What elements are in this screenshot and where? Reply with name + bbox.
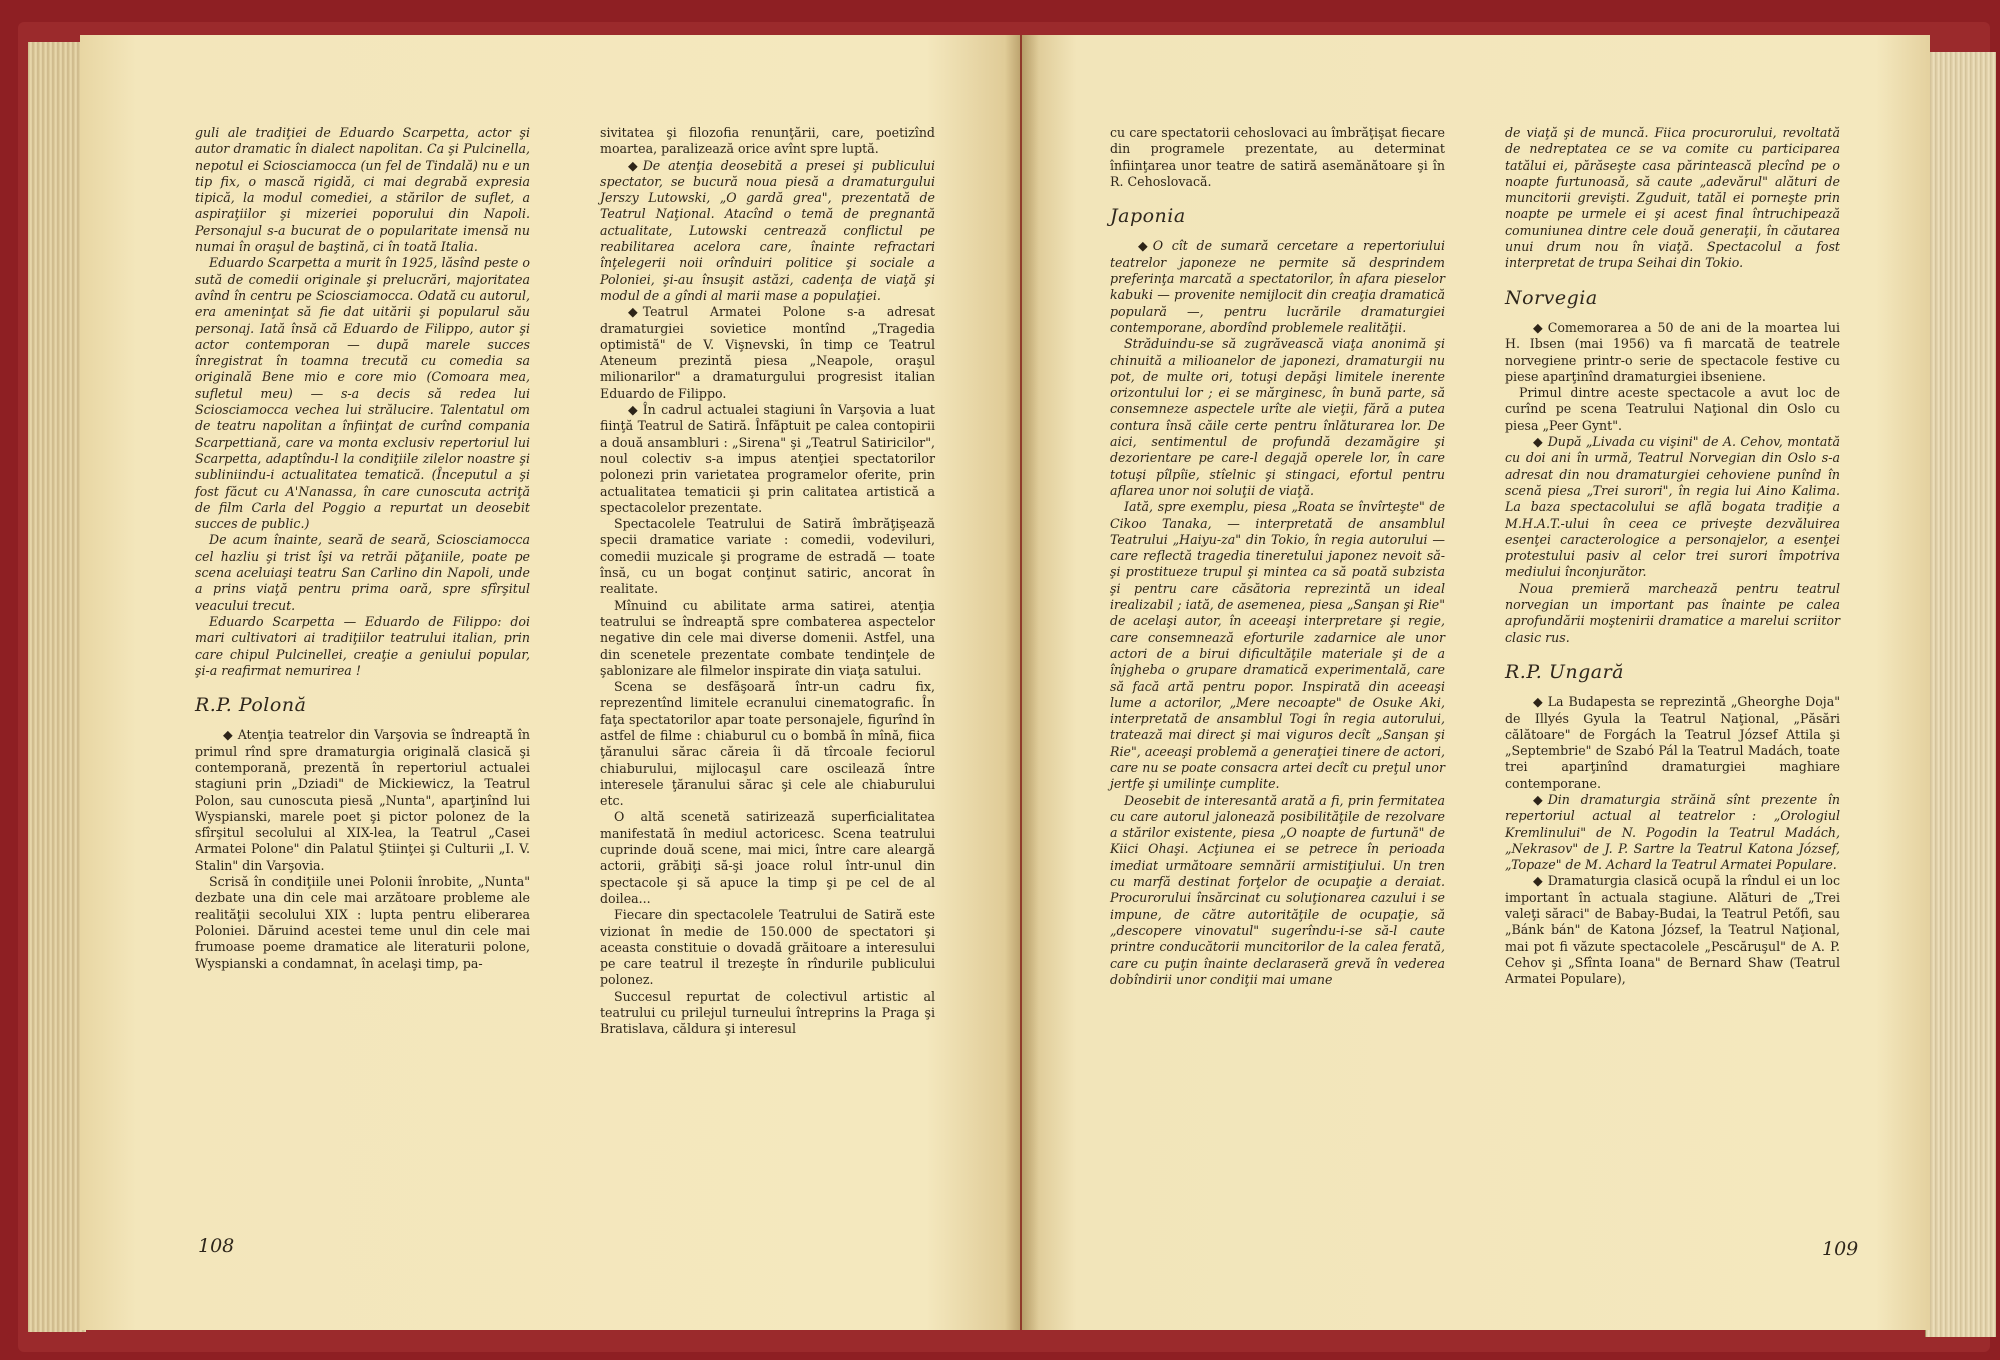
paragraph (600, 158, 935, 305)
paragraph-text: Teatrul Armatei Polone s-a adresat dramaturgiei sovietice montînd „Tragedia optimistă" de V. Vişnevski, în timp ce Teatrul Ateneum prezintă piesa „Neapole, oraşul milionarilor" a dramaturgului progresist italian Eduardo de Filippo. (600, 304, 935, 401)
paragraph-text: De atenţia deosebită a presei şi publicului spectator, se bucură noua piesă a dramaturgului Jerszy Lutowski, „O gardă grea", prezentată de Teatrul Naţional. Atacînd o temă de pregnantă actualitate, Lutowski centrează conflictul pe reabilitarea acelora care, înainte refractari înţelegerii noii orînduiri politice şi sociale a Poloniei, şi-au însuşit astăzi, cadenţa de viaţă şi modul de a gîndi al marii mase a populaţiei. (600, 157, 935, 303)
heading-text: Norvegia (1505, 286, 1598, 309)
diamond-bullet-icon: ◆ (628, 157, 638, 173)
paragraph-text: Primul dintre aceste spectacole a avut loc de curînd pe scena Teatrului Naţional din Oslo cu piesa „Peer Gynt". (1505, 385, 1840, 433)
diamond-bullet-icon: ◆ (628, 304, 638, 320)
paragraph (1505, 385, 1840, 434)
paragraph-text: Noua premieră marchează pentru teatrul norvegian un important pas înainte pe calea aprofundării moştenirii dramatice a marelui scriitor clasic rus. (1505, 580, 1840, 645)
paragraph (1110, 238, 1445, 336)
paragraph (600, 125, 935, 158)
paragraph (195, 532, 530, 613)
paragraph (1110, 499, 1445, 792)
diamond-bullet-icon: ◆ (1533, 434, 1543, 450)
page-number-left: 108 (198, 1235, 235, 1257)
paragraph (195, 614, 530, 679)
paragraph-text: Succesul repurtat de colectivul artistic al teatrului cu prilejul turneului întreprins la Praga şi Bratislava, căldura şi interesul (600, 988, 935, 1037)
paragraph-text: După „Livada cu vişini" de A. Cehov, montată cu doi ani în urmă, Teatrul Norvegian din Oslo s-a adresat din nou dramaturgiei cehoviene punînd în scenă piesa „Trei surori", în regia lui Aino Kalima. La baza spectacolului se află bogata tradiţie a M.H.A.T.-ului în ceea ce priveşte dezvăluirea esenţei caracterologice a personajelor, a esenţei protestului pasiv al celor trei surori împotriva mediului înconjurător. (1505, 434, 1840, 580)
paragraph (1110, 336, 1445, 499)
paragraph-text: În cadrul actualei stagiuni în Varşovia a luat fiinţă Teatrul de Satiră. Înfăptuit pe calea contopirii a două ansambluri : „Sirena" şi „Teatrul Satiricilor", noul colectiv s-a impus atenţiei spectatorilor polonezi prin varietatea programelor oferite, prin actualitatea tematicii şi prin calitatea artistică a spectacolelor prezentate. (600, 402, 935, 515)
diamond-bullet-icon: ◆ (1138, 238, 1148, 254)
paragraph-text: Iată, spre exemplu, piesa „Roata se învîrteşte" de Cikoo Tanaka, — interpretată de ansamblul Teatrului „Haiyu-za" din Tokio, în regia autorului — care reflectă tragedia tineretului japonez nevoit să-şi prostitueze trupul şi mintea ca să poată subzista şi pentru care căsătoria reprezintă un ideal irealizabil ; iată, de asemenea, piesa „Sanşan şi Rie" de acelaşi autor, în aceeaşi interpretare şi regie, care consemnează eforturile zadarnice ale unor actori de a birui dificultăţile materiale şi de a înjgheba o grupare dramatică experimentală, care să facă artă pentru popor. Inspirată din aceeaşi lume a actorilor, „Mere necoapte" de Osuke Aki, interpretată de ansamblul Togi în regia autorului, tratează mai direct şi mai viguros decît „Sanşan şi Rie", aceeaşi problemă a generaţiei tinere de actori, care nu se poate consacra artei decît cu preţul unor jertfe şi umilinţe cumplite. (1110, 499, 1445, 792)
right-page-column-1 (1110, 125, 1445, 988)
paragraph (1505, 320, 1840, 385)
paragraph-text: Scena se desfăşoară într-un cadru fix, reprezentînd limitele ecranului cinematografic. În faţa spectatorilor apar toate personajele, figurînd în astfel de filme : chiaburul cu o bombă în mînă, fiica ţăranului sărac căreia îi dă tîrcoale feciorul chiaburului, mijlocaşul care oscilează între interesele ţăranului sărac şi cele ale chiaburului etc. (600, 679, 935, 809)
paragraph (600, 516, 935, 597)
paragraph-text: Eduardo Scarpetta a murit în 1925, lăsînd peste o sută de comedii originale şi prelucrări, majoritatea avînd în centru pe Sciosciamocca. Odată cu autorul, era ameninţat să fie dat uitării şi popularul său personaj. Iată însă că Eduardo de Filippo, autor şi actor contemporan — după marele succes înregistrat în toamna trecută cu comedia sa originală Bene mio e core mio (Comoara mea, sufletul meu) — s-a decis să redea lui Sciosciamocca vechea lui strălucire. Talentatul om de teatru napolitan a înfiinţat de curînd compania Scarpettiană, care va monta exclusiv repertoriul lui Scarpetta, adaptîndu-l la condiţiile zilelor noastre şi subliniindu-i actualitatea tematică. (Începutul a şi fost făcut cu A'Nanassa, în care cunoscuta actriţă de film Carla del Poggio a repurtat un deosebit succes de public.) (195, 255, 530, 532)
paragraph-text: O altă scenetă satirizează superficialitatea manifestată în mediul actoricesc. Scena teatrului cuprinde două scene, mai mici, între care aleargă actorii, grăbiţi să-şi joace rolul într-unul din spectacole şi să apuce la timp şi pe cel de al doilea... (600, 809, 935, 906)
diamond-bullet-icon: ◆ (1533, 791, 1543, 807)
left-page-column-1 (195, 125, 530, 972)
paragraph (1505, 694, 1840, 792)
paragraph (195, 727, 530, 874)
paragraph (1110, 793, 1445, 989)
paragraph-text: Străduindu-se să zugrăvească viaţa anonimă şi chinuită a milioanelor de japonezi, dramaturgii nu pot, de multe ori, totuşi depăşi limitele inerente orizontului lor ; ei se mărginesc, în bună parte, să consemneze aspectele urîte ale vieţii, fără a putea contura însă căile certe pentru înlăturarea lor. De aici, sentimentul de profundă dezamăgire şi dezorientare pe care-l degajă operele lor, în care totuşi pîlpîie, stîelnic şi stingaci, efortul pentru aflarea unor noi soluţii de viaţă. (1110, 336, 1445, 498)
paragraph (1505, 581, 1840, 646)
right-page-column-2 (1505, 125, 1840, 988)
paragraph (600, 598, 935, 679)
paragraph-text: Comemorarea a 50 de ani de la moartea lui H. Ibsen (mai 1956) va fi marcată de teatrele norvegiene printr-o serie de spectacole festive cu piese aparţinînd dramaturgiei ibseniene. (1505, 319, 1840, 384)
heading-text: Japonia (1110, 205, 1186, 228)
paragraph (600, 679, 935, 809)
section-heading (1110, 205, 1445, 228)
paragraph-text: O cît de sumară cercetare a repertoriului teatrelor japoneze ne permite să desprindem preferinţa marcată a spectatorilor, în afara pieselor kabuki — provenite nemijlocit din creaţia dramatică populară —, pentru lucrările dramaturgiei contemporane, abordînd problemele realităţii. (1110, 238, 1445, 335)
paragraph-text: Scrisă în condiţiile unei Polonii înrobite, „Nunta" dezbate una din cele mai arzătoare probleme ale realităţii secolului XIX : lupta pentru eliberarea Poloniei. Dăruind acestei teme unul din cele mai frumoase poeme dramatice ale literaturii polone, Wyspianski a condamnat, în acelaşi timp, pa- (195, 874, 530, 971)
paragraph (1505, 125, 1840, 272)
paragraph-text: Mînuind cu abilitate arma satirei, atenţia teatrului se îndreaptă spre combaterea aspectelor negative din cele mai diverse domenii. Astfel, una din scenetele prezentate combate tendinţele de şablonizare ale filmelor inspirate din viaţa satului. (600, 597, 935, 678)
paragraph (600, 402, 935, 516)
paragraph-text: De acum înainte, seară de seară, Sciosciamocca cel hazliu şi trist îşi va retrăi păţaniile, poate pe scena aceluiaşi teatru San Carlino din Napoli, unde a prins viaţă pentru prima oară, spre sfîrşitul veacului trecut. (195, 532, 530, 613)
paragraph-text: Dramaturgia clasică ocupă la rîndul ei un loc important în actuala stagiune. Alături de „Trei valeţi săraci" de Babay-Budai, la Teatrul Petőfi, sau „Bánk bán" de Katona József, la Teatrul Naţional, mai pot fi văzute spectacolele „Pescăruşul" de A. P. Cehov şi „Sfînta Ioana" de Bernard Shaw (Teatrul Armatei Populare), (1505, 873, 1840, 987)
paragraph-text: Deosebit de interesantă arată a fi, prin fermitatea cu care autorul jalonează posibilităţile de rezolvare a stărilor existente, piesa „O noapte de furtună" de Kiici Ohaşi. Acţiunea ei se petrece în perioada imediat următoare semnării armistiţiului. Un tren cu marfă destinat forţelor de ocupaţie a deraiat. Procurorului însărcinat cu soluţionarea cazului i se impune, de către autorităţile de ocupaţie, să „descopere vinovatul" sugerîndu-i-se să-l caute printre conducătorii muncitorilor de la calea ferată, care cu puţin înainte declaraseră grevă în vederea dobîndirii unor condiţii mai umane (1110, 792, 1445, 987)
paragraph (600, 989, 935, 1038)
diamond-bullet-icon: ◆ (1533, 694, 1543, 710)
heading-text: R.P. Polonă (195, 694, 307, 717)
paragraph (600, 304, 935, 402)
heading-text: R.P. Ungară (1505, 660, 1625, 683)
diamond-bullet-icon: ◆ (1533, 873, 1543, 889)
paragraph (1505, 792, 1840, 873)
section-heading (1505, 286, 1840, 309)
paragraph-text: La Budapesta se reprezintă „Gheorghe Doja" de Illyés Gyula la Teatrul Naţional, „Păsări călătoare" de Forgách la Teatrul József Attila şi „Septembrie" de Szabó Pál la Teatrul Madách, toate trei aparţinînd dramaturgiei maghiare contemporane. (1505, 694, 1840, 791)
paragraph (600, 907, 935, 988)
book-gutter (1005, 35, 1039, 1330)
left-page-edges (28, 42, 86, 1332)
page-number-right: 109 (1822, 1238, 1859, 1260)
paragraph (195, 255, 530, 532)
paragraph-text: cu care spectatorii cehoslovaci au îmbrăţişat fiecare din programele prezentate, au determinat înfiinţarea unor teatre de satiră asemănătoare şi în R. Cehoslovacă. (1110, 125, 1445, 189)
section-heading (1505, 660, 1840, 683)
left-page-column-2 (600, 125, 935, 1038)
paragraph-text: guli ale tradiţiei de Eduardo Scarpetta, actor şi autor dramatic în dialect napolitan. Ca şi Pulcinella, nepotul ei Sciosciamocca (un fel de Tindală) nu e un tip fix, o mască rigidă, ci mai degrabă expresia tipică, la modul comediei, a stărilor de suflet, a aspiraţiilor şi mizeriei poporului din Napoli. Personajul s-a bucurat de o popularitate imensă nu numai în oraşul de baştină, ci în toată Italia. (195, 125, 530, 255)
right-page (1022, 35, 1930, 1330)
paragraph-text: de viaţă şi de muncă. Fiica procurorului, revoltată de nedreptatea ce se va comite cu participarea tatălui ei, părăseşte casa părintească plecînd pe o noapte furtunoasă, să caute „adevărul" alături de muncitorii grevişti. Zguduit, tatăl ei porneşte prin noapte pe urmele ei şi acest final întruchipează comuniunea dintre cele două generaţii, în căutarea unui drum nou în viaţă. Spectacolul a fost interpretat de trupa Seihai din Tokio. (1505, 125, 1840, 271)
left-page (80, 35, 1020, 1330)
paragraph (1110, 125, 1445, 190)
paragraph-text: Fiecare din spectacolele Teatrului de Satiră este vizionat în medie de 150.000 de spectatori şi aceasta constituie o dovadă grăitoare a interesului pe care teatrul il trezeşte în rîndurile publicului polonez. (600, 907, 935, 988)
paragraph (195, 125, 530, 255)
paragraph-text: Eduardo Scarpetta — Eduardo de Filippo: doi mari cultivatori ai tradiţiilor teatrului italian, prin care chipul Pulcinellei, creaţie a geniului popular, şi-a reafirmat nemurirea ! (195, 613, 530, 678)
paragraph (195, 874, 530, 972)
paragraph (1505, 873, 1840, 987)
diamond-bullet-icon: ◆ (1533, 319, 1543, 335)
paragraph (600, 809, 935, 907)
paragraph-text: Spectacolele Teatrului de Satiră îmbrăţişează specii dramatice variate : comedii, vodeviluri, comedii muzicale şi programe de estradă — toate însă, cu un bogat conţinut satiric, ancorat în realitate. (600, 516, 935, 597)
paragraph-text: Atenţia teatrelor din Varşovia se îndreaptă în primul rînd spre dramaturgia originală clasică şi contemporană, prezentă în repertoriul actualei stagiuni prin „Dziadi" de Mickiewicz, la Teatrul Polon, sau cunoscuta piesă „Nunta", aparţinînd lui Wyspianski, marele poet şi pictor polonez de la sfîrşitul secolului al XIX-lea, la Teatrul „Casei Armatei Polone" din Palatul Ştiinţei şi Culturii „I. V. Stalin" din Varşovia. (195, 727, 530, 873)
diamond-bullet-icon: ◆ (628, 402, 638, 418)
diamond-bullet-icon: ◆ (223, 727, 233, 743)
right-page-edges (1925, 52, 1996, 1337)
paragraph (1505, 434, 1840, 581)
paragraph-text: Din dramaturgia străină sînt prezente în repertoriul actual al teatrelor : „Orologiul Kremlinului" de N. Pogodin la Teatrul Madách, „Nekrasov" de J. P. Sartre la Teatrul Katona József, „Topaze" de M. Achard la Teatrul Armatei Populare. (1505, 791, 1840, 873)
section-heading (195, 694, 530, 717)
paragraph-text: sivitatea şi filozofia renunţării, care, poetizînd moartea, paralizează orice avînt spre luptă. (600, 125, 935, 157)
